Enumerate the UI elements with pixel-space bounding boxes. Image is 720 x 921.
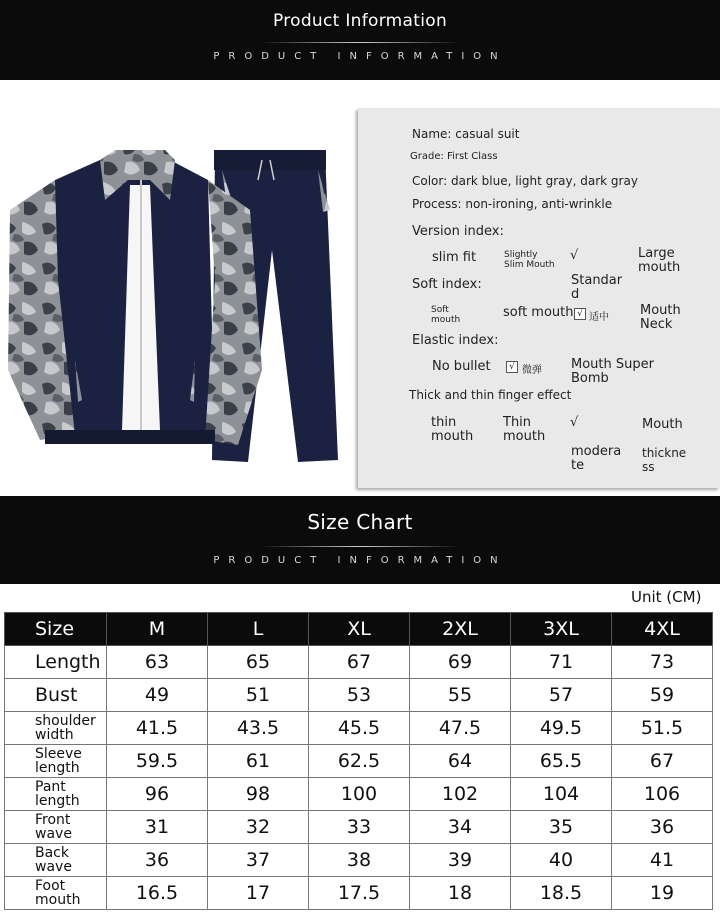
table-cell: 67 bbox=[309, 646, 410, 679]
table-row bbox=[5, 646, 713, 679]
table-row bbox=[5, 877, 713, 910]
standard-l2: d bbox=[571, 287, 580, 302]
thick-label: Thick and thin finger effect bbox=[409, 388, 572, 402]
table-cell: 100 bbox=[309, 778, 410, 811]
table-cell: 18.5 bbox=[511, 877, 612, 910]
column-header-size: Size bbox=[5, 613, 107, 646]
version-slightly-l1: Slightly bbox=[504, 250, 538, 260]
elastic-slight-cn: 微弹 bbox=[522, 365, 542, 376]
table-cell: 96 bbox=[107, 778, 208, 811]
table-cell: 49 bbox=[107, 679, 208, 712]
table-cell: 38 bbox=[309, 844, 410, 877]
thick-thin-l2: mouth bbox=[431, 429, 474, 444]
header-title: Product Information bbox=[272, 11, 448, 31]
table-body bbox=[5, 646, 713, 910]
thick-thin2-l1: Thin bbox=[503, 415, 532, 430]
table-cell: 61 bbox=[208, 745, 309, 778]
moderate-l1: modera bbox=[571, 444, 622, 459]
row-label: Pant length bbox=[5, 778, 107, 811]
table-cell: 16.5 bbox=[107, 877, 208, 910]
table-cell: 64 bbox=[410, 745, 511, 778]
table-cell: 36 bbox=[612, 811, 713, 844]
moderate-l2: te bbox=[571, 458, 585, 473]
table-header-row bbox=[5, 613, 713, 646]
table-cell: 43.5 bbox=[208, 712, 309, 745]
table-row bbox=[5, 745, 713, 778]
elastic-checkbox: √ bbox=[506, 361, 518, 373]
column-header-m: M bbox=[107, 613, 208, 646]
row-label: Front wave bbox=[5, 811, 107, 844]
elastic-label: Elastic index: bbox=[412, 333, 499, 348]
table-cell: 51.5 bbox=[612, 712, 713, 745]
row-label: Back wave bbox=[5, 844, 107, 877]
thick-mouth: Mouth bbox=[642, 417, 683, 432]
table-cell: 62.5 bbox=[309, 745, 410, 778]
standard-l1: Standar bbox=[571, 273, 623, 288]
table-cell: 45.5 bbox=[309, 712, 410, 745]
thick-thin2-l2: mouth bbox=[503, 429, 546, 444]
column-header-xl: XL bbox=[309, 613, 410, 646]
version-slightly-l2: Slim Mouth bbox=[504, 260, 555, 270]
header-subtitle: PRODUCT INFORMATION bbox=[213, 51, 507, 62]
table-cell: 51 bbox=[208, 679, 309, 712]
column-header-2xl: 2XL bbox=[410, 613, 511, 646]
soft-mouth-option: soft mouth bbox=[503, 305, 574, 320]
table-row bbox=[5, 679, 713, 712]
elastic-super-l2: Bomb bbox=[571, 371, 609, 386]
table-cell: 49.5 bbox=[511, 712, 612, 745]
soft-checkbox: √ bbox=[574, 308, 586, 320]
unit-label: Unit (CM) bbox=[631, 588, 702, 606]
info-process: Process: non-ironing, anti-wrinkle bbox=[412, 197, 613, 211]
column-header-3xl: 3XL bbox=[511, 613, 612, 646]
info-color: Color: dark blue, light gray, dark gray bbox=[412, 174, 638, 188]
soft-mouth-l1: Soft bbox=[431, 305, 449, 315]
table-cell: 33 bbox=[309, 811, 410, 844]
soft-label: Soft index: bbox=[412, 277, 482, 292]
table-cell: 59 bbox=[612, 679, 713, 712]
thickness-l2: ss bbox=[642, 460, 655, 474]
elastic-no-bullet: No bullet bbox=[432, 359, 491, 374]
size-chart-title: Size Chart bbox=[307, 510, 413, 534]
soft-neck-l1: Mouth bbox=[640, 303, 681, 318]
table-cell: 41 bbox=[612, 844, 713, 877]
table-cell: 34 bbox=[410, 811, 511, 844]
table-cell: 39 bbox=[410, 844, 511, 877]
table-cell: 98 bbox=[208, 778, 309, 811]
row-label: Sleeve length bbox=[5, 745, 107, 778]
soft-mouth-l2: mouth bbox=[431, 315, 461, 325]
soft-moderate-cn: 适中 bbox=[589, 312, 609, 323]
thickness-l1: thickne bbox=[642, 446, 687, 460]
table-cell: 35 bbox=[511, 811, 612, 844]
table-cell: 65 bbox=[208, 646, 309, 679]
table-cell: 41.5 bbox=[107, 712, 208, 745]
size-chart-subtitle: PRODUCT INFORMATION bbox=[213, 555, 507, 566]
version-slim-fit: slim fit bbox=[432, 250, 477, 265]
table-cell: 19 bbox=[612, 877, 713, 910]
table-cell: 104 bbox=[511, 778, 612, 811]
version-label: Version index: bbox=[412, 224, 504, 239]
table-cell: 17.5 bbox=[309, 877, 410, 910]
table-cell: 102 bbox=[410, 778, 511, 811]
table-cell: 63 bbox=[107, 646, 208, 679]
header-divider bbox=[260, 42, 460, 43]
table-row bbox=[5, 844, 713, 877]
size-table bbox=[4, 612, 713, 910]
column-header-l: L bbox=[208, 613, 309, 646]
info-name: Name: casual suit bbox=[412, 127, 520, 141]
version-large-l2: mouth bbox=[638, 260, 681, 275]
row-label: Bust bbox=[5, 679, 107, 712]
table-cell: 57 bbox=[511, 679, 612, 712]
table-cell: 59.5 bbox=[107, 745, 208, 778]
table-row bbox=[5, 712, 713, 745]
size-chart-divider bbox=[260, 546, 460, 547]
table-cell: 71 bbox=[511, 646, 612, 679]
thick-thin-l1: thin bbox=[431, 415, 457, 430]
row-label: Length bbox=[5, 646, 107, 679]
table-cell: 40 bbox=[511, 844, 612, 877]
column-header-4xl: 4XL bbox=[612, 613, 713, 646]
product-info-header bbox=[0, 0, 720, 80]
size-chart-header bbox=[0, 496, 720, 584]
table-cell: 36 bbox=[107, 844, 208, 877]
table-cell: 47.5 bbox=[410, 712, 511, 745]
table-cell: 106 bbox=[612, 778, 713, 811]
product-image bbox=[0, 140, 350, 470]
table-cell: 17 bbox=[208, 877, 309, 910]
table-cell: 55 bbox=[410, 679, 511, 712]
table-row bbox=[5, 811, 713, 844]
table-cell: 31 bbox=[107, 811, 208, 844]
info-grade: Grade: First Class bbox=[410, 151, 498, 162]
thick-tick: √ bbox=[570, 415, 579, 430]
table-cell: 53 bbox=[309, 679, 410, 712]
table-cell: 73 bbox=[612, 646, 713, 679]
table-cell: 18 bbox=[410, 877, 511, 910]
table-cell: 32 bbox=[208, 811, 309, 844]
row-label: shoulder width bbox=[5, 712, 107, 745]
info-panel bbox=[358, 108, 720, 488]
version-large-l1: Large bbox=[638, 246, 675, 261]
soft-neck-l2: Neck bbox=[640, 317, 673, 332]
row-label: Foot mouth bbox=[5, 877, 107, 910]
version-tick: √ bbox=[570, 248, 579, 263]
jacket bbox=[8, 150, 262, 445]
table-cell: 65.5 bbox=[511, 745, 612, 778]
table-cell: 37 bbox=[208, 844, 309, 877]
table-cell: 69 bbox=[410, 646, 511, 679]
elastic-super-l1: Mouth Super bbox=[571, 357, 654, 372]
table-row bbox=[5, 778, 713, 811]
table-cell: 67 bbox=[612, 745, 713, 778]
